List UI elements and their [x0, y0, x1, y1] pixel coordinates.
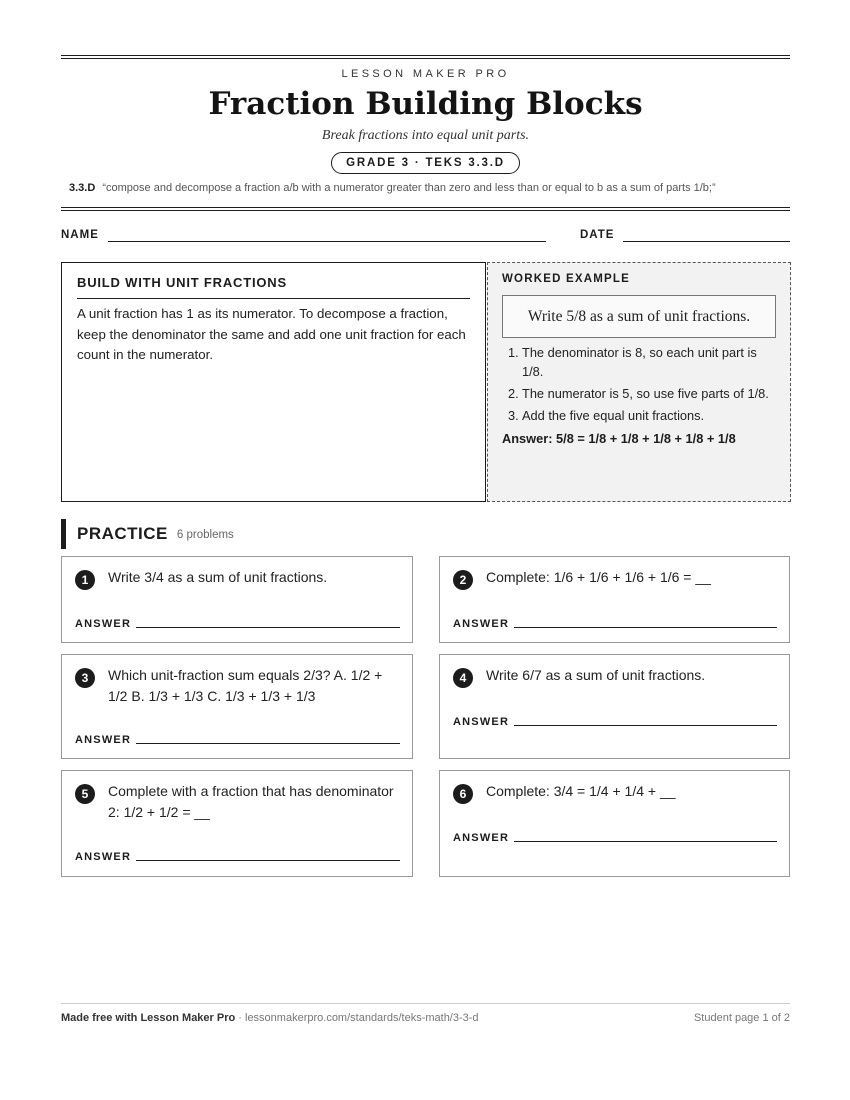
- problem-number: 3: [75, 668, 95, 688]
- worked-example-heading: WORKED EXAMPLE: [502, 273, 630, 285]
- name-label: NAME: [61, 229, 99, 241]
- student-info-row: [61, 229, 790, 249]
- header-divider: [61, 207, 790, 211]
- worked-example-answer: Answer: 5/8 = 1/8 + 1/8 + 1/8 + 1/8 + 1/8: [502, 431, 736, 446]
- problem-text: Write 3/4 as a sum of unit fractions.: [108, 569, 328, 585]
- page-footer: [61, 1003, 790, 1024]
- worked-example-prompt: Write 5/8 as a sum of unit fractions.: [502, 295, 776, 338]
- answer-label: ANSWER: [453, 716, 510, 728]
- problem-number: 2: [453, 570, 473, 590]
- page-subtitle: Break fractions into equal unit parts.: [321, 128, 530, 143]
- problem-card-2: [439, 556, 790, 643]
- problem-text: Complete: 1/6 + 1/6 + 1/6 + 1/6 = __: [486, 569, 711, 585]
- footer-made-with: Made free with Lesson Maker Pro: [61, 1012, 236, 1024]
- answer-label: ANSWER: [453, 832, 510, 844]
- answer-field[interactable]: [136, 627, 400, 628]
- problem-text: Complete with a fraction that has denominator 2: 1/2 + 1/2 = __: [108, 783, 394, 820]
- answer-label: ANSWER: [453, 618, 510, 630]
- name-field[interactable]: [108, 241, 546, 242]
- worked-step: 3. Add the five equal unit fractions.: [508, 408, 705, 423]
- worked-step: 2. The numerator is 5, so use five parts of 1/8.: [508, 386, 769, 401]
- problem-text: Which unit-fraction sum equals 2/3? A. 1/2 + 1/2 B. 1/3 + 1/3 C. 1/3 + 1/3 + 1/3: [108, 667, 383, 704]
- answer-label: ANSWER: [75, 734, 132, 746]
- problem-number: 4: [453, 668, 473, 688]
- page-title: Fraction Building Blocks: [208, 86, 643, 122]
- practice-count: 6 problems: [176, 529, 234, 541]
- problem-card-5: [61, 770, 413, 877]
- answer-field[interactable]: [514, 841, 777, 842]
- footer-separator: ·: [235, 1012, 245, 1024]
- problem-card-1: [61, 556, 413, 643]
- build-heading: BUILD WITH UNIT FRACTIONS: [77, 275, 470, 299]
- practice-header: [61, 519, 234, 549]
- problem-text: Write 6/7 as a sum of unit fractions.: [486, 667, 706, 683]
- answer-field[interactable]: [514, 627, 777, 628]
- build-with-unit-fractions-box: [61, 262, 486, 502]
- brand-name: LESSON MAKER PRO: [341, 68, 510, 80]
- answer-label: ANSWER: [75, 851, 132, 863]
- problem-card-6: [439, 770, 790, 877]
- worked-step: 1. The denominator is 8, so each unit part is 1/8.: [508, 345, 757, 379]
- problem-card-4: [439, 654, 790, 759]
- answer-field[interactable]: [136, 860, 400, 861]
- problem-number: 1: [75, 570, 95, 590]
- footer-page-info: Student page 1 of 2: [693, 1012, 790, 1024]
- worksheet-page: [61, 55, 790, 1024]
- problem-number: 6: [453, 784, 473, 804]
- standard-text: “compose and decompose a fraction a/b with a numerator greater than zero and less than or equal to b as a sum of parts 1/b;”: [102, 182, 716, 194]
- practice-title: PRACTICE: [77, 524, 168, 543]
- problem-text: Complete: 3/4 = 1/4 + 1/4 + __: [486, 783, 676, 799]
- answer-field[interactable]: [136, 743, 400, 744]
- worked-example-box: [487, 262, 791, 502]
- problem-number: 5: [75, 784, 95, 804]
- answer-field[interactable]: [514, 725, 777, 726]
- top-divider: [61, 55, 790, 59]
- footer-url[interactable]: lessonmakerpro.com/standards/teks-math/3-3-d: [245, 1012, 479, 1024]
- problem-card-3: [61, 654, 413, 759]
- date-field[interactable]: [623, 241, 790, 242]
- grade-standard-badge: GRADE 3 · TEKS 3.3.D: [331, 152, 520, 174]
- answer-label: ANSWER: [75, 618, 132, 630]
- worked-example-steps: [502, 343, 776, 425]
- build-text: A unit fraction has 1 as its numerator. To decompose a fraction, keep the denominator the same and add one unit fraction for each count in the numerator.: [77, 306, 466, 362]
- standard-description: [61, 182, 790, 194]
- standard-code: 3.3.D: [69, 182, 96, 194]
- date-label: DATE: [580, 229, 615, 241]
